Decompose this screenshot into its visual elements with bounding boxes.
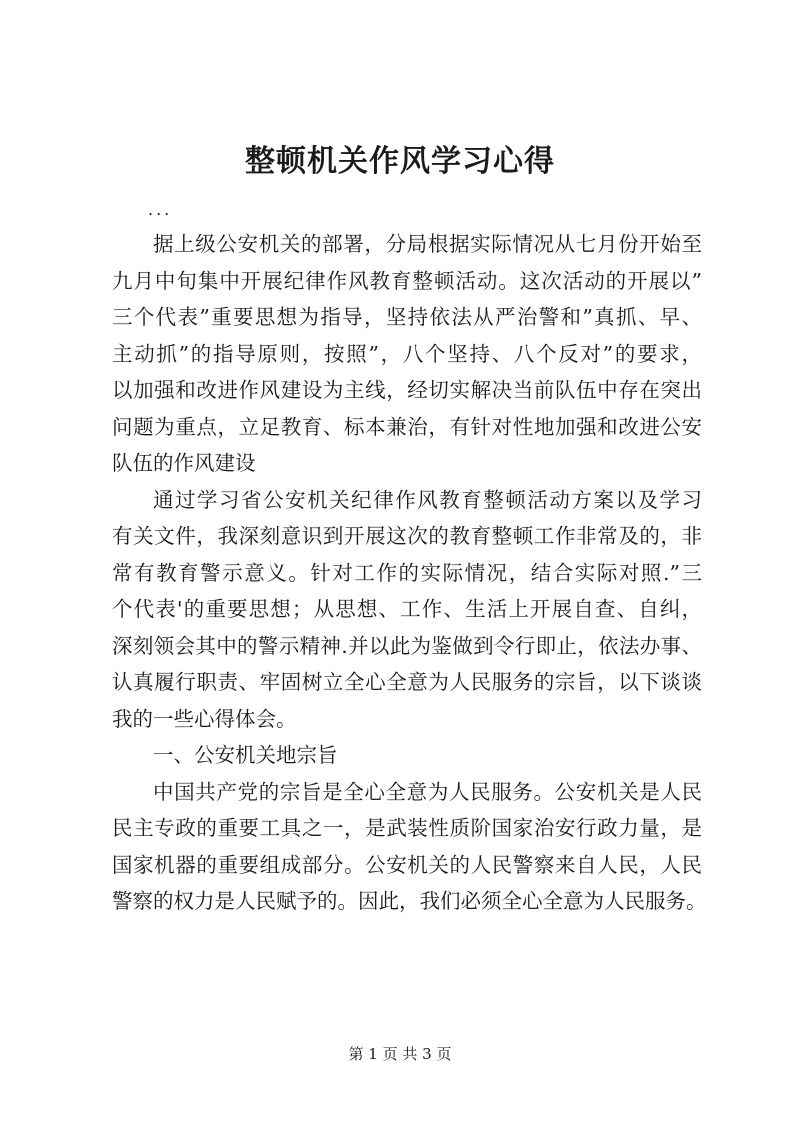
text-line: 问题为重点，立足教育、标本兼治，有针对性地加强和改进公安	[112, 414, 702, 439]
text-line: 主动抓”的指导原则，按照”，八个坚持、八个反对”的要求，	[112, 341, 702, 366]
page-footer: 第 1 页 共 3 页	[348, 1045, 452, 1063]
text-line: 我的一些心得体会。	[112, 706, 297, 731]
text-line: 警察的权力是人民赋予的。因此，我们必须全心全意为人民服务。	[112, 889, 707, 913]
text-line: 国家机器的重要组成部分。公安机关的人民警察来自人民，人民	[112, 852, 702, 877]
text-line: 队伍的作风建设	[112, 451, 256, 475]
text-line: 三个代表”重要思想为指导，坚持依法从严治警和”真抓、早、	[112, 305, 702, 329]
text-line: 民主专政的重要工具之一，是武装性质阶国家治安行政力量，是	[112, 816, 702, 840]
document-body	[112, 226, 707, 920]
text-line: 据上级公安机关的部署，分局根据实际情况从七月份开始至	[153, 232, 702, 256]
text-line: 常有教育警示意义。针对工作的实际情况，结合实际对照.”三	[112, 560, 702, 585]
text-line: 有关文件，我深刻意识到开展这次的教育整顿工作非常及的，非	[112, 524, 702, 548]
text-line: 深刻领会其中的警示精神.并以此为鉴做到令行即止，依法办事、	[112, 633, 702, 658]
text-line: 以加强和改进作风建设为主线，经切实解决当前队伍中存在突出	[112, 378, 702, 402]
ellipsis-marker: ...	[148, 200, 173, 219]
text-line: 个代表'的重要思想；从思想、工作、生活上开展自查、自纠，	[112, 597, 702, 621]
text-line: 中国共产党的宗旨是全心全意为人民服务。公安机关是人民	[153, 779, 702, 804]
document-title: 整顿机关作风学习心得	[245, 144, 555, 179]
text-line: 九月中旬集中开展纪律作风教育整顿活动。这次活动的开展以”	[112, 268, 702, 293]
text-line: 认真履行职责、牢固树立全心全意为人民服务的宗旨，以下谈谈	[112, 670, 702, 694]
text-line: 一、公安机关地宗旨	[153, 743, 338, 767]
text-line: 通过学习省公安机关纪律作风教育整顿活动方案以及学习	[153, 487, 702, 512]
